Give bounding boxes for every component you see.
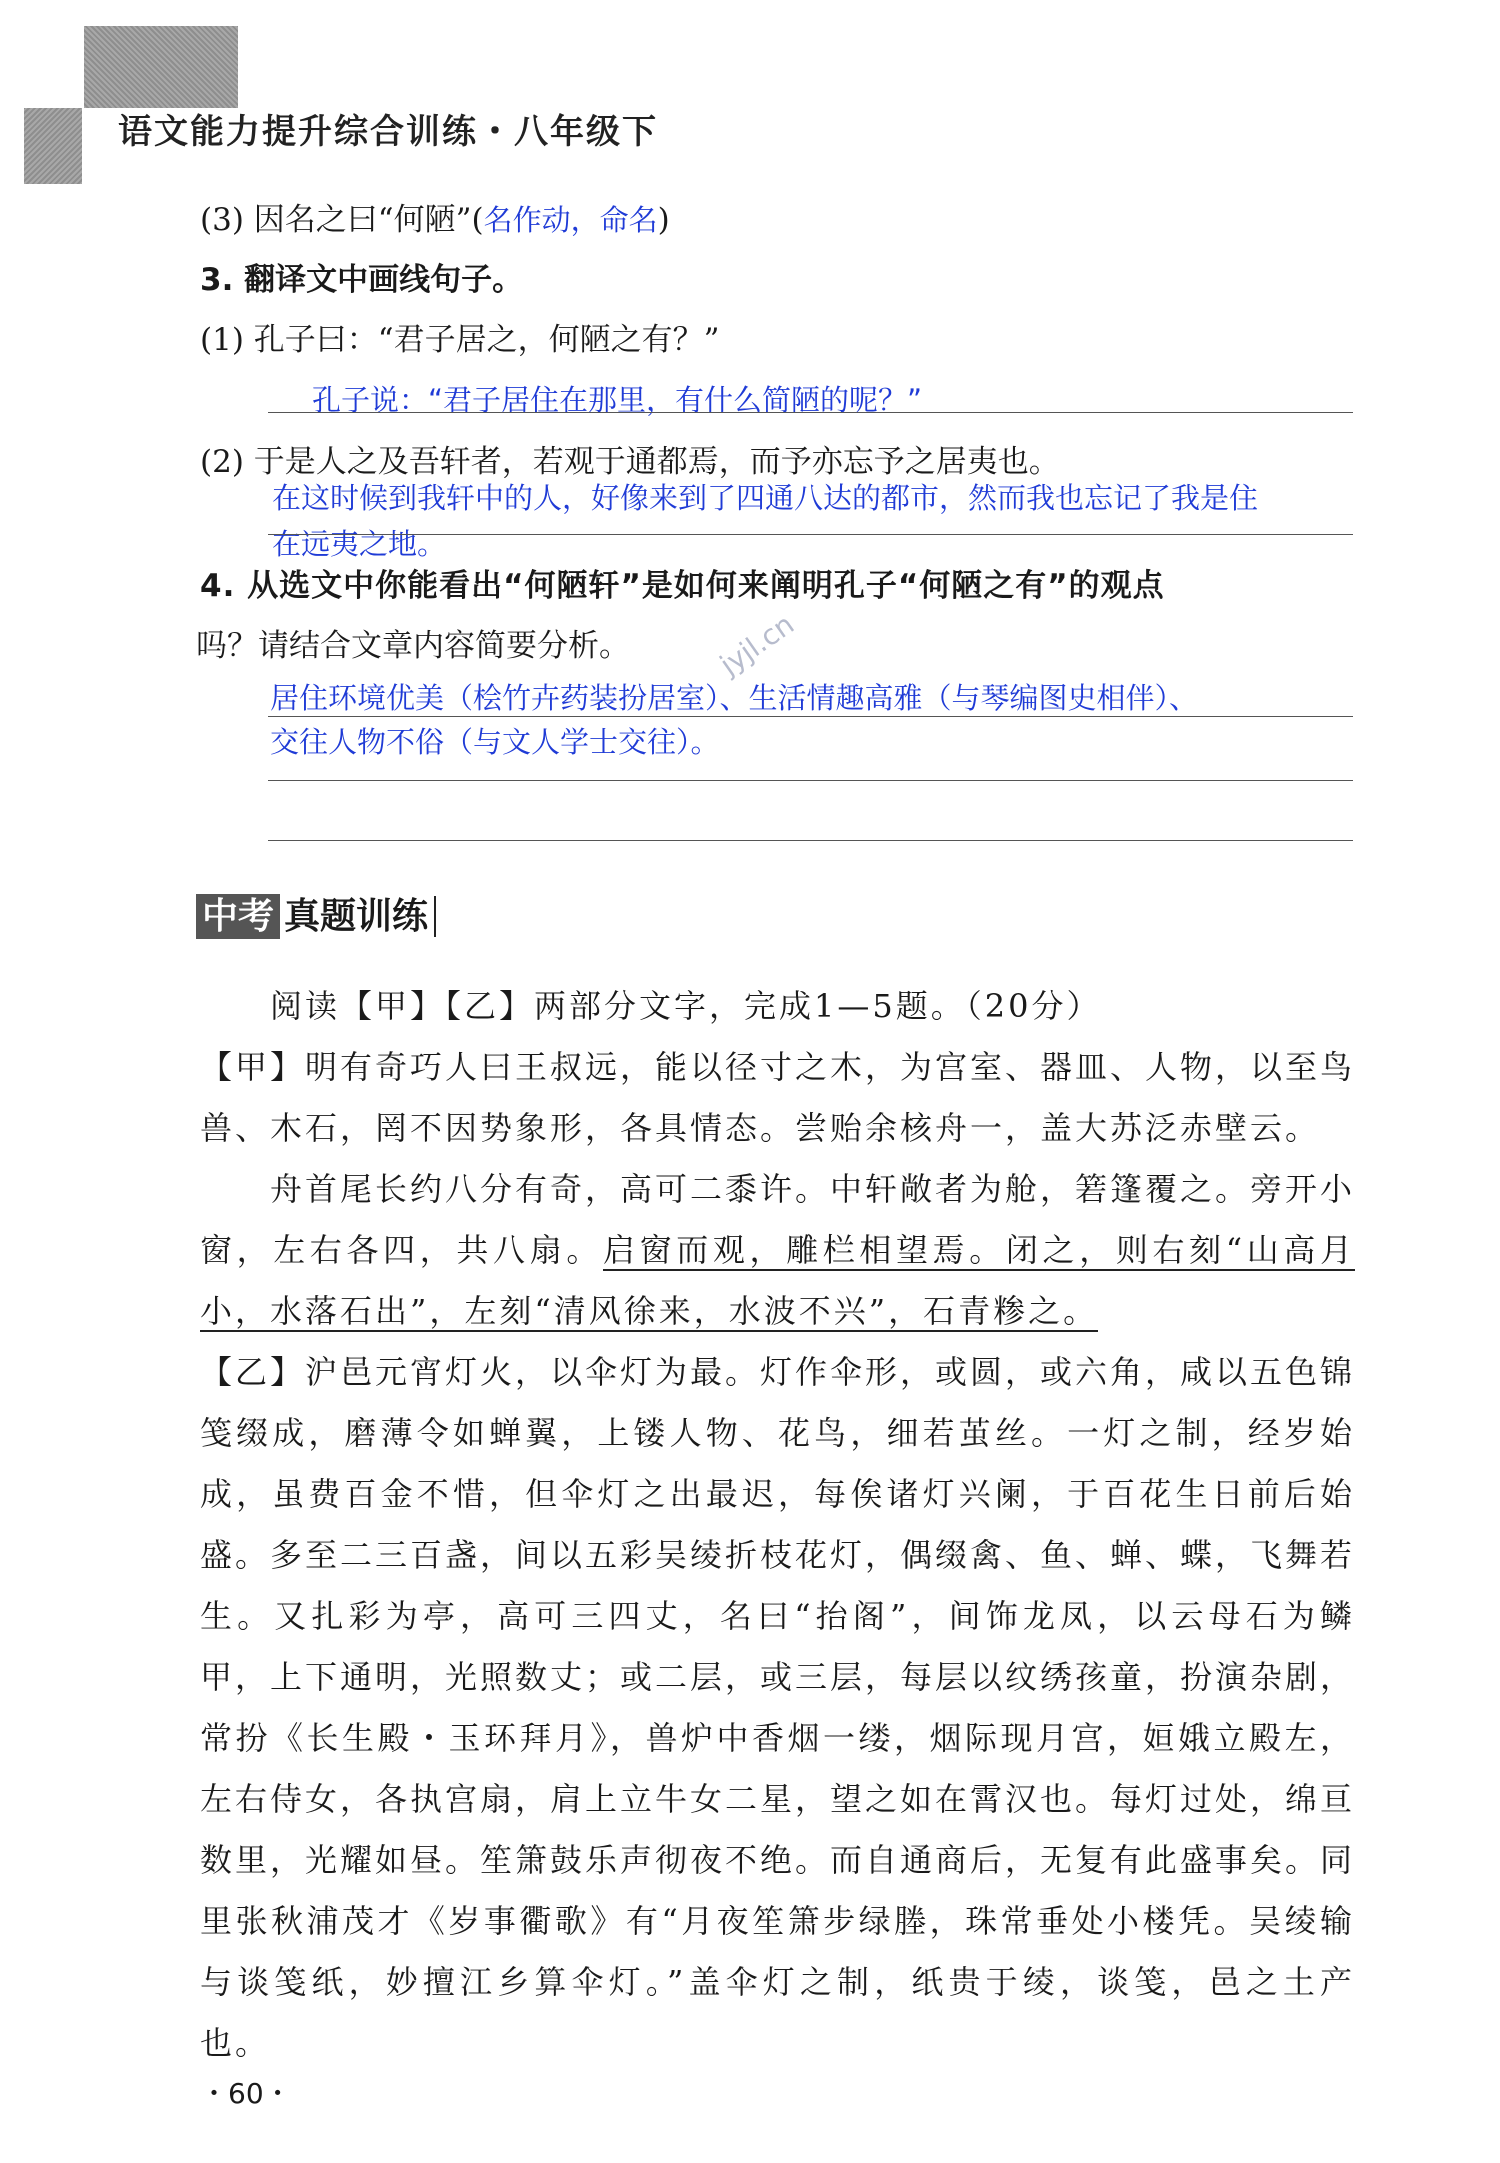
answer-line xyxy=(268,412,1353,413)
q4-line1-text: 4. 从选文中你能看出“何陋轩”是如何来阐明孔子“何陋之有”的观点 xyxy=(200,568,1165,604)
reading-intro: 阅读【甲】【乙】两部分文字，完成1—5题。（20分） xyxy=(270,987,1102,1025)
corner-decoration-small xyxy=(24,108,82,184)
watermark: jyjl.cn xyxy=(713,607,801,682)
section-tag: 中考 xyxy=(196,894,280,939)
page-number: ・60・ xyxy=(200,2077,292,2110)
passage-jia-p1-text: 【甲】明有奇巧人曰王叔远，能以径寸之木，为宫室、器皿、人物，以至鸟兽、木石，罔不因势象形，各具情态。尝贻余核舟一，盖大苏泛赤壁云。 xyxy=(200,1048,1356,1147)
q3-item2: (2) 于是人之及吾轩者，若观于通都焉，而予亦忘予之居夷也。 xyxy=(200,444,1060,480)
q3-item1: (1) 孔子曰：“君子居之，何陋之有？” xyxy=(200,322,720,358)
passage-jia-p2 xyxy=(200,1159,1355,1342)
q3-item2-answer-line2: 在远夷之地。 xyxy=(272,527,447,561)
passage-jia-p2-text: 舟首尾长约八分有奇，高可二黍许。中轩敞者为舱，箬篷覆之。旁开小窗，左右各四，共八扇。 xyxy=(200,1170,1356,1269)
corner-decoration xyxy=(84,26,238,108)
q3-title: 3. 翻译文中画线句子。 xyxy=(200,262,524,298)
section-heading xyxy=(196,888,436,939)
passage-jia-underlined: 启窗而观，雕栏相望焉。闭之，则右刻“山高月小，水落石出”，左刻“清风徐来，水波不兴”，石青糁之。 xyxy=(200,1231,1355,1330)
q2-item3-answer: 名作动，命名 xyxy=(483,203,658,237)
answer-line xyxy=(268,780,1353,781)
q2-item3-close: ) xyxy=(657,202,670,238)
q4-line2: 吗？请结合文章内容简要分析。 xyxy=(196,628,630,664)
answer-line xyxy=(268,534,1353,535)
section-title: 真题训练 xyxy=(280,896,436,937)
answer-line xyxy=(268,840,1353,841)
passage-yi xyxy=(200,1342,1355,2074)
q2-item3 xyxy=(200,194,670,239)
passage-yi-text: 【乙】沪邑元宵灯火，以伞灯为最。灯作伞形，或圆，或六角，咸以五色锦笺缀成，磨薄令如蝉翼，上镂人物、花鸟，细若茧丝。一灯之制，经岁始成，虽费百金不惜，但伞灯之出最迟，每俟诸灯兴阑，于百花生日前后始盛。多至二三百盏，间以五彩吴绫折枝花灯，偶缀禽、鱼、蝉、蝶，飞舞若生。又扎彩为亭，高可三四丈，名曰“抬阁”，间饰龙凤，以云母石为鳞甲，上下通明，光照数丈；或二层，或三层，每层以纹绣孩童，扮演杂剧，常扮《长生殿・玉环拜月》，兽炉中香烟一缕，烟际现月宫，姮娥立殿左，左右侍女，各执宫扇，肩上立牛女二星，望之如在霄汉也。每灯过处，绵亘数里，光耀如昼。笙箫鼓乐声彻夜不绝。而自通商后，无复有此盛事矣。同里张秋浦茂才《岁事衢歌》有“月夜笙箫步绿塍，珠常垂处小楼凭。吴绫输与谈笺纸，妙擅江乡算伞灯。”盖伞灯之制，纸贵于绫，谈笺，邑之土产也。 xyxy=(200,1353,1356,2062)
q3-item2-answer-line1: 在这时候到我轩中的人，好像来到了四通八达的都市，然而我也忘记了我是住 xyxy=(272,481,1259,515)
q3-item1-answer: 孔子说：“君子居住在那里，有什么简陋的呢？” xyxy=(312,383,923,417)
q2-item3-text: (3) 因名之曰“何陋”( xyxy=(200,202,484,238)
q4-answer-line1: 居住环境优美（桧竹卉药装扮居室）、生活情趣高雅（与琴编图史相伴）、 xyxy=(270,681,1199,715)
page-header: 语文能力提升综合训练・八年级下 xyxy=(118,112,658,152)
answer-line xyxy=(268,716,1353,717)
q4-answer-line2: 交往人物不俗（与文人学士交往）。 xyxy=(270,725,720,759)
passage-jia-p1 xyxy=(200,1037,1355,1159)
q4-line1 xyxy=(200,560,1165,605)
